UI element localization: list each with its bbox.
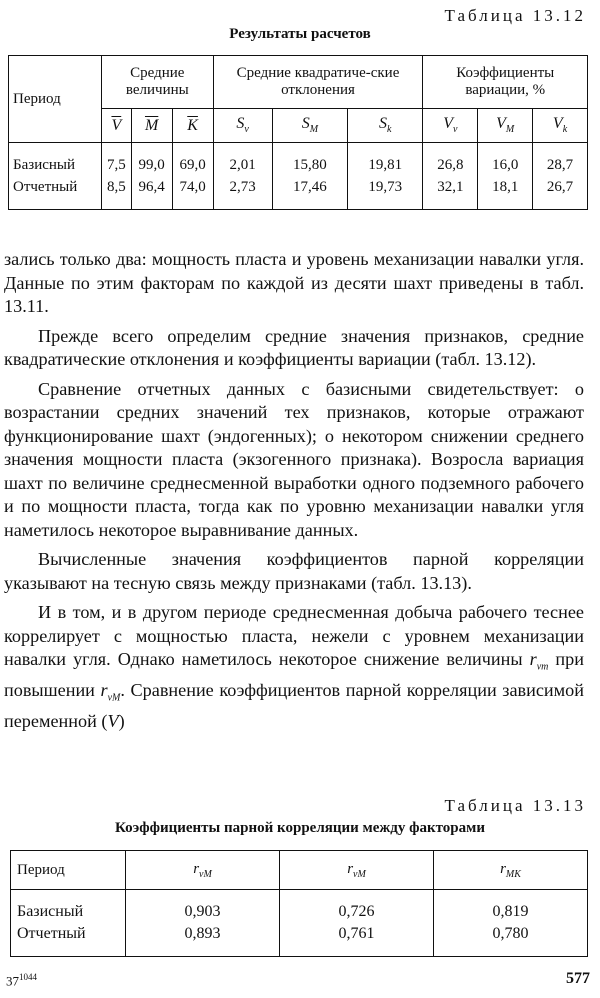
table-title: Результаты расчетов	[229, 26, 371, 42]
table-number: Таблица 13.13	[444, 796, 586, 815]
body-text	[4, 248, 584, 734]
signature-mark: $37^{1044}$	[6, 972, 37, 989]
col-mean-m: $\overline{M}$	[131, 109, 172, 143]
paragraph: Сравнение отчетных данных с базисными свидетельствует: о возрастании средних значений тех признаков, которые отражают функционирование шахт (эндогенных); о некотором снижении среднего значения мощности пласта (экзогенного признака). Возросла вариация шахт по величине среднесменной выработки одного подземного рабочего и по мощности пласта, тогда как по уровню механизации навалки угля наметилось некоторое выравнивание данных.	[4, 378, 584, 540]
table-row: Базисный Отчетный 7,5 8,5 99,0 96,4 69,0 74,0 2,01 2,73 15,80 17,46 19,81 19,73 26,8 32,1 16,0 18,1 28,7 26,7	[9, 143, 588, 210]
cv-header: Коэффициенты вариации, %	[423, 56, 588, 109]
col-r-mk: $r_{MK}$	[434, 851, 588, 890]
table-number: Таблица 13.12	[444, 6, 586, 25]
col-sd-v: $S_v$	[213, 109, 272, 143]
correlation-table	[10, 850, 588, 957]
col-cv-v: $V_v$	[423, 109, 478, 143]
results-table	[8, 55, 588, 210]
page-number: 577	[566, 970, 590, 987]
col-sd-m: $S_M$	[272, 109, 347, 143]
paragraph: Прежде всего определим средние значения признаков, средние квадратические отклонения и коэффициенты вариации (табл. 13.12).	[4, 325, 584, 369]
table-title: Коэффициенты парной корреляции между факторами	[114, 820, 486, 836]
col-mean-k: $\overline{K}$	[172, 109, 213, 143]
paragraph: Вычисленные значения коэффициентов парной корреляции указывают на тесную связь между признаками (табл. 13.13).	[4, 549, 584, 593]
paragraph: зались только два: мощность пласта и уровень механизации навалки угля. Данные по этим факторам по каждой из десяти шахт приведены в табл. 13.11.	[4, 249, 584, 316]
period-header: Период	[11, 851, 126, 890]
col-sd-k: $S_k$	[348, 109, 423, 143]
sd-header: Средние квадратиче-ские отклонения	[213, 56, 423, 109]
col-r-vm: $r_{vM}$	[126, 851, 280, 890]
paragraph: И в том, и в другом периоде среднесменная добыча рабочего теснее коррелирует с мощностью пласта, нежели с уровнем механизации навалки угля. Однако наметилось некоторое снижение величины $r_{vm}$ при повышении $r_{vM}$. Сравнение коэффициентов парной корреляции зависимой переменной (V)	[4, 602, 584, 732]
period-header: Период	[9, 56, 102, 143]
table-row: Базисный Отчетный 0,903 0,893 0,726 0,761 0,819 0,780	[11, 890, 588, 957]
means-header: Средние величины	[102, 56, 214, 109]
col-cv-k: $V_k$	[533, 109, 588, 143]
col-mean-v: $\overline{V}$	[102, 109, 132, 143]
col-cv-m: $V_M$	[478, 109, 533, 143]
col-r-vm2: $r_{vM}$	[280, 851, 434, 890]
